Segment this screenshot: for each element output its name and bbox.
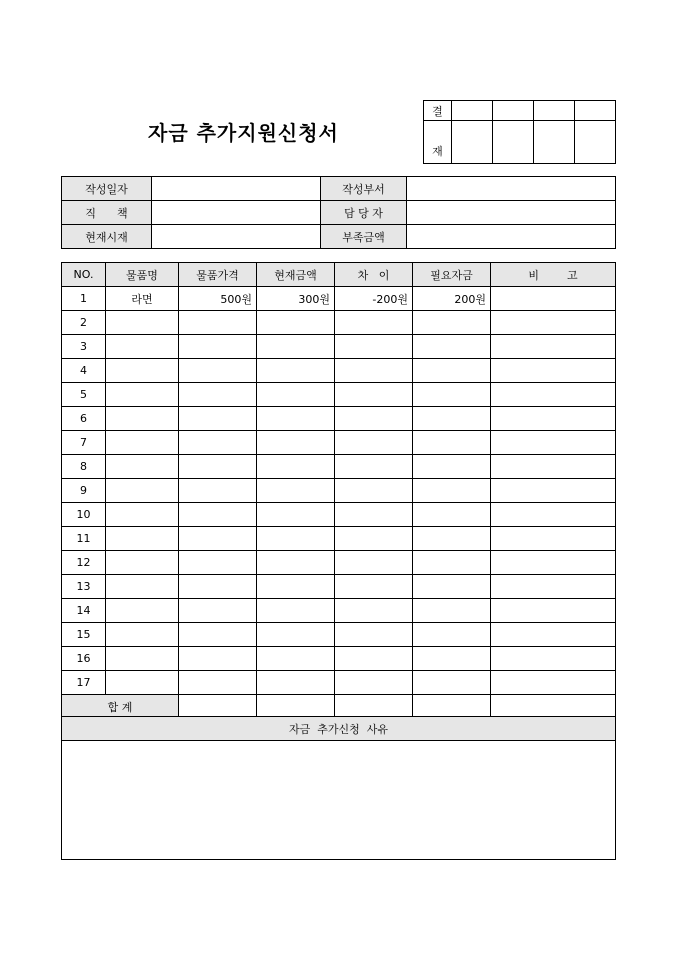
cell-note[interactable] [491,503,616,527]
cell-needed[interactable] [413,647,491,671]
total-diff[interactable] [335,695,413,719]
market-field[interactable] [152,225,321,249]
cell-name[interactable]: 라면 [106,287,179,311]
cell-diff[interactable] [335,455,413,479]
cell-note[interactable] [491,407,616,431]
cell-price[interactable] [179,527,257,551]
cell-needed[interactable] [413,671,491,695]
cell-diff[interactable] [335,623,413,647]
cell-current[interactable] [257,503,335,527]
cell-needed[interactable] [413,311,491,335]
position-field[interactable] [152,201,321,225]
cell-needed[interactable] [413,479,491,503]
cell-no: 9 [62,479,106,503]
shortage-field[interactable] [407,225,616,249]
cell-price[interactable] [179,359,257,383]
cell-diff[interactable] [335,335,413,359]
cell-price[interactable] [179,599,257,623]
cell-needed[interactable] [413,623,491,647]
cell-no: 11 [62,527,106,551]
info-table [61,176,616,249]
cell-current[interactable] [257,359,335,383]
reason-label: 자금 추가신청 사유 [62,717,616,741]
cell-needed[interactable] [413,455,491,479]
total-needed[interactable] [413,695,491,719]
approval-sign-cell[interactable] [575,121,616,164]
table-row [62,359,616,383]
cell-no: 16 [62,647,106,671]
total-note[interactable] [491,695,616,719]
approval-title-cell[interactable] [575,101,616,121]
cell-diff[interactable] [335,551,413,575]
cell-note[interactable] [491,311,616,335]
cell-diff[interactable] [335,575,413,599]
cell-note[interactable] [491,647,616,671]
cell-name[interactable] [106,647,179,671]
col-header-needed: 필요자금 [413,263,491,287]
cell-no: 15 [62,623,106,647]
cell-price[interactable] [179,311,257,335]
cell-current[interactable]: 300원 [257,287,335,311]
cell-name[interactable] [106,311,179,335]
cell-note[interactable] [491,431,616,455]
items-table [61,262,616,719]
cell-name[interactable] [106,383,179,407]
cell-current[interactable] [257,551,335,575]
cell-no: 14 [62,599,106,623]
cell-name[interactable] [106,551,179,575]
cell-needed[interactable] [413,359,491,383]
cell-price[interactable] [179,407,257,431]
page-title: 자금 추가지원신청서 [148,121,339,145]
cell-name[interactable] [106,575,179,599]
cell-note[interactable] [491,671,616,695]
table-row [62,575,616,599]
cell-current[interactable] [257,407,335,431]
cell-note[interactable] [491,335,616,359]
cell-needed[interactable] [413,575,491,599]
cell-name[interactable] [106,479,179,503]
col-header-name: 물품명 [106,263,179,287]
cell-needed[interactable] [413,383,491,407]
total-current[interactable] [257,695,335,719]
cell-diff[interactable] [335,431,413,455]
cell-name[interactable] [106,359,179,383]
cell-price[interactable] [179,551,257,575]
shortage-label: 부족금액 [321,225,407,249]
cell-diff[interactable] [335,407,413,431]
cell-current[interactable] [257,311,335,335]
cell-note[interactable] [491,551,616,575]
approval-label-top: 결 [424,101,452,121]
cell-diff[interactable]: -200원 [335,287,413,311]
table-row [62,407,616,431]
cell-needed[interactable] [413,551,491,575]
table-row [62,479,616,503]
approval-sign-cell[interactable] [452,121,493,164]
cell-current[interactable] [257,575,335,599]
cell-no: 3 [62,335,106,359]
approval-sign-cell[interactable] [534,121,575,164]
reason-field[interactable] [62,741,616,860]
total-price[interactable] [179,695,257,719]
cell-price[interactable] [179,671,257,695]
approval-label-bottom: 재 [424,121,452,164]
cell-no: 4 [62,359,106,383]
cell-needed[interactable] [413,335,491,359]
table-row [62,311,616,335]
cell-no: 1 [62,287,106,311]
cell-name[interactable] [106,335,179,359]
person-label: 담 당 자 [321,201,407,225]
cell-needed[interactable] [413,407,491,431]
cell-current[interactable] [257,455,335,479]
cell-diff[interactable] [335,647,413,671]
cell-no: 12 [62,551,106,575]
cell-price[interactable] [179,455,257,479]
total-row [62,695,616,719]
col-header-diff: 차 이 [335,263,413,287]
table-row [62,527,616,551]
cell-current[interactable] [257,671,335,695]
cell-diff[interactable] [335,671,413,695]
cell-note[interactable] [491,359,616,383]
cell-note[interactable] [491,527,616,551]
cell-no: 17 [62,671,106,695]
cell-no: 13 [62,575,106,599]
col-header-note: 비 고 [491,263,616,287]
cell-needed[interactable]: 200원 [413,287,491,311]
cell-no: 7 [62,431,106,455]
cell-note[interactable] [491,455,616,479]
cell-name[interactable] [106,431,179,455]
approval-title-cell[interactable] [534,101,575,121]
cell-diff[interactable] [335,599,413,623]
approval-title-cell[interactable] [452,101,493,121]
cell-current[interactable] [257,623,335,647]
cell-no: 2 [62,311,106,335]
cell-price[interactable] [179,623,257,647]
cell-current[interactable] [257,335,335,359]
cell-name[interactable] [106,503,179,527]
cell-price[interactable] [179,503,257,527]
cell-price[interactable] [179,647,257,671]
cell-no: 5 [62,383,106,407]
market-label: 현재시재 [62,225,152,249]
approval-title-cell[interactable] [493,101,534,121]
cell-price[interactable] [179,383,257,407]
cell-price[interactable] [179,575,257,599]
cell-name[interactable] [106,407,179,431]
col-header-no: NO. [62,263,106,287]
cell-needed[interactable] [413,527,491,551]
cell-current[interactable] [257,431,335,455]
table-row [62,551,616,575]
table-row [62,431,616,455]
cell-price[interactable]: 500원 [179,287,257,311]
cell-name[interactable] [106,527,179,551]
table-row [62,335,616,359]
cell-note[interactable] [491,383,616,407]
date-label: 작성일자 [62,177,152,201]
approval-box [423,100,616,164]
reason-section [61,716,616,860]
col-header-price: 물품가격 [179,263,257,287]
cell-note[interactable] [491,623,616,647]
cell-current[interactable] [257,599,335,623]
cell-name[interactable] [106,623,179,647]
table-row [62,599,616,623]
table-row [62,503,616,527]
cell-needed[interactable] [413,503,491,527]
cell-diff[interactable] [335,359,413,383]
cell-price[interactable] [179,431,257,455]
cell-price[interactable] [179,479,257,503]
cell-no: 8 [62,455,106,479]
date-field[interactable] [152,177,321,201]
person-field[interactable] [407,201,616,225]
cell-no: 10 [62,503,106,527]
position-label: 직 책 [62,201,152,225]
col-header-current: 현재금액 [257,263,335,287]
cell-current[interactable] [257,527,335,551]
cell-diff[interactable] [335,479,413,503]
table-row [62,383,616,407]
cell-diff[interactable] [335,311,413,335]
approval-sign-cell[interactable] [493,121,534,164]
cell-name[interactable] [106,455,179,479]
cell-needed[interactable] [413,431,491,455]
cell-note[interactable] [491,287,616,311]
items-header-row [62,263,616,287]
cell-note[interactable] [491,599,616,623]
cell-diff[interactable] [335,503,413,527]
cell-name[interactable] [106,599,179,623]
cell-note[interactable] [491,575,616,599]
cell-diff[interactable] [335,527,413,551]
table-row [62,647,616,671]
cell-needed[interactable] [413,599,491,623]
cell-no: 6 [62,407,106,431]
table-row [62,455,616,479]
table-row [62,287,616,311]
cell-current[interactable] [257,647,335,671]
table-row [62,671,616,695]
cell-current[interactable] [257,383,335,407]
cell-name[interactable] [106,671,179,695]
dept-label: 작성부서 [321,177,407,201]
cell-note[interactable] [491,479,616,503]
cell-diff[interactable] [335,383,413,407]
dept-field[interactable] [407,177,616,201]
cell-price[interactable] [179,335,257,359]
table-row [62,623,616,647]
total-label: 합 계 [62,695,179,719]
cell-current[interactable] [257,479,335,503]
